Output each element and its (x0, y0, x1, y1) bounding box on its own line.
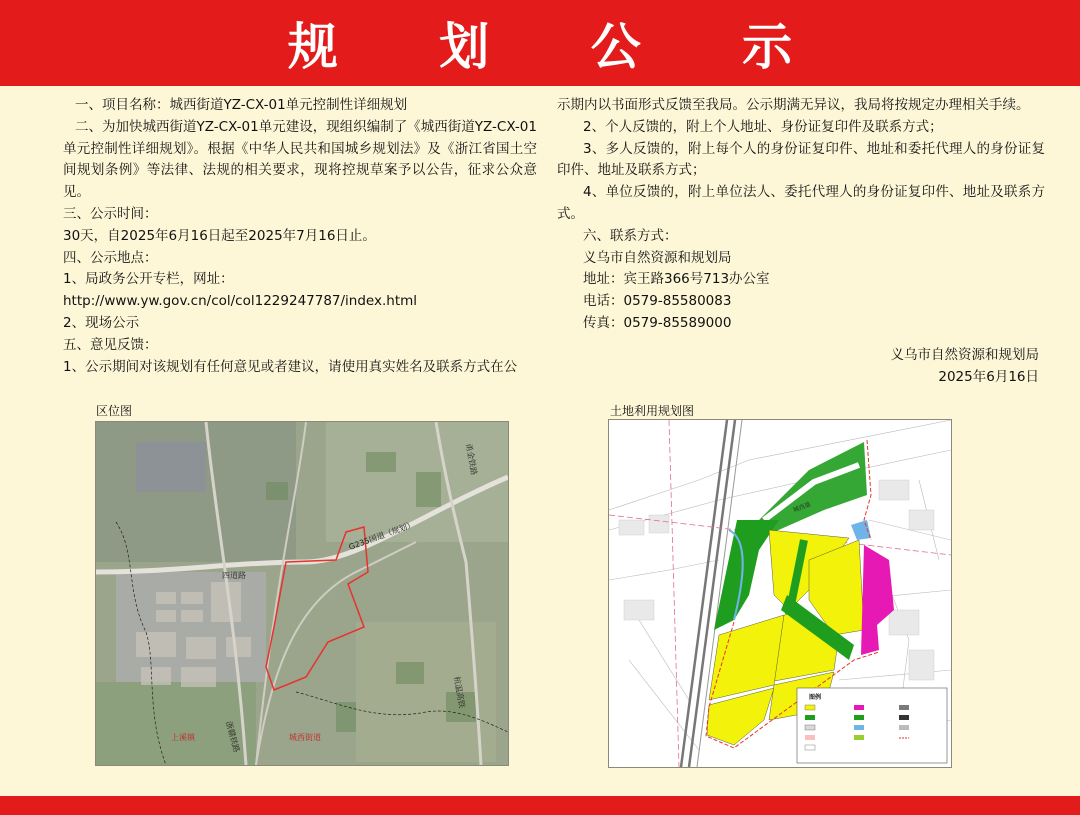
item-url-link[interactable]: http://www.yw.gov.cn/col/col1229247787/index.html (63, 293, 418, 310)
location-map-caption: 区位图 (96, 404, 133, 418)
item-place-2: 2、现场公示 (63, 314, 140, 331)
label-railway-b: 杭温高铁 (452, 675, 467, 709)
label-town-b: 城西街道 (289, 733, 321, 742)
item-time-value: 30天，自2025年6月16日起至2025年7月16日止。 (63, 227, 376, 244)
signature-org: 义乌市自然资源和规划局 (890, 346, 1039, 363)
item-feedback-4: 4、单位反馈的，附上单位法人、委托代理人的身份证复印件、地址及联系方式。 (557, 184, 1045, 222)
label-road: 四道路 (222, 571, 246, 580)
item-contact-heading: 六、联系方式： (583, 227, 678, 244)
footer-banner (0, 796, 1080, 815)
item-description: 二、为加快城西街道YZ-CX-01单元建设，现组织编制了《城西街道YZ-CX-01单元控制性详细规划》。根据《中华人民共和国城乡规划法》及《浙江省国土空间规划条例》等法律、法规的相关要求，现将控规草案予以公告，征求公众意见。 (63, 118, 537, 201)
landuse-legend (797, 688, 947, 763)
item-contact-fax: 传真：0579-85589000 (583, 314, 732, 331)
label-expressway: G235国道（规划） (347, 519, 416, 552)
item-contact-address: 地址：宾王路366号713办公室 (583, 271, 770, 288)
item-time-heading: 三、公示时间： (63, 205, 158, 222)
location-map (95, 421, 509, 766)
landuse-map-caption: 土地利用规划图 (610, 404, 695, 418)
label-railway-a: 浙赣铁路 (224, 720, 242, 754)
title-banner (0, 0, 1080, 86)
notice-right-column (557, 95, 1045, 388)
item-project-name: 一、项目名称：城西街道YZ-CX-01单元控制性详细规划 (75, 97, 408, 113)
location-map-image (96, 422, 508, 765)
label-town-a: 上溪镇 (171, 733, 195, 742)
item-contact-phone: 电话：0579-85580083 (583, 293, 732, 310)
label-road-landuse: 城西道 (792, 501, 812, 514)
signature-date: 2025年6月16日 (938, 368, 1039, 385)
item-place-1: 1、局政务公开专栏，网址： (63, 271, 234, 288)
item-feedback-2: 2、个人反馈的，附上个人地址、身份证复印件及联系方式； (583, 118, 943, 135)
item-contact-org: 义乌市自然资源和规划局 (583, 249, 732, 266)
item-feedback-1-cont: 示期内以书面形式反馈至我局。公示期满无异议，我局将按规定办理相关手续。 (557, 97, 1030, 113)
page-title: 规 划 公 示 (287, 18, 835, 76)
legend-title: 图例 (809, 694, 822, 701)
item-place-heading: 四、公示地点： (63, 249, 158, 266)
item-feedback-3: 3、多人反馈的，附上每个人的身份证复印件、地址和委托代理人的身份证复印件、地址及联系方式； (557, 140, 1045, 179)
landuse-map-image (609, 420, 951, 767)
notice-left-column (63, 95, 541, 378)
item-feedback-heading: 五、意见反馈： (63, 336, 158, 353)
landuse-map (608, 419, 952, 768)
item-feedback-1: 1、公示期间对该规划有任何意见或者建议，请使用真实姓名及联系方式在公 (63, 358, 518, 375)
label-railway-c: 甬金铁路 (464, 442, 479, 476)
